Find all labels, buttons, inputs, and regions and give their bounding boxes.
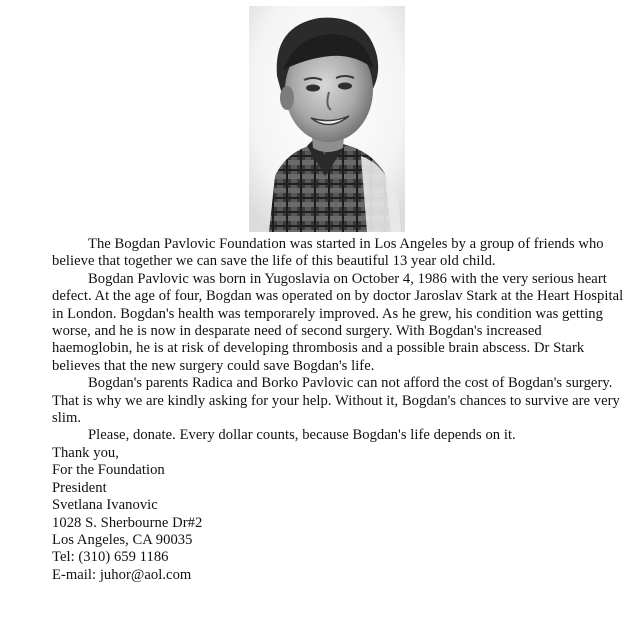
letter-body bbox=[52, 236, 624, 584]
closing-line: Thank you, bbox=[52, 444, 119, 461]
address-line-1: 1028 S. Sherbourne Dr#2 bbox=[52, 514, 203, 531]
on-behalf-line: For the Foundation bbox=[52, 462, 165, 479]
intro-paragraph: The Bogdan Pavlovic Foundation was started in Los Angeles by a group of friends who believe that together we can save the life of this beautiful 13 year old child. bbox=[52, 236, 604, 270]
history-paragraph: Bogdan Pavlovic was born in Yugoslavia on October 4, 1986 with the very serious heart defect. At the age of four, Bogdan was operated on by doctor Jaroslav Stark at the Heart Hospital in London. Bogdan's health was temporarely improved. As he grew, his condition was getting worse, and he is now in desparate need of second surgery. With Bogdan's increased haemoglobin, he is at risk of developing thrombosis and a possible brain abscess. Dr Stark believes that the new surgery could save Bogdan's life. bbox=[52, 270, 624, 374]
signer-name: Svetlana Ivanovic bbox=[52, 497, 158, 514]
appeal-paragraph: Bogdan's parents Radica and Borko Pavlovic can not afford the cost of Bogdan's surgery. That is why we are kindly asking for your help. Without it, Bogdan's chances to survive are very slim. bbox=[52, 375, 620, 427]
phone-number: Tel: (310) 659 1186 bbox=[52, 549, 169, 566]
portrait-photo bbox=[249, 6, 405, 232]
signer-role: President bbox=[52, 479, 107, 496]
donate-paragraph: Please, donate. Every dollar counts, because Bogdan's life depends on it. bbox=[88, 427, 516, 444]
portrait-image bbox=[249, 6, 405, 232]
email-address: E-mail: juhor@aol.com bbox=[52, 566, 192, 583]
address-line-2: Los Angeles, CA 90035 bbox=[52, 531, 193, 548]
